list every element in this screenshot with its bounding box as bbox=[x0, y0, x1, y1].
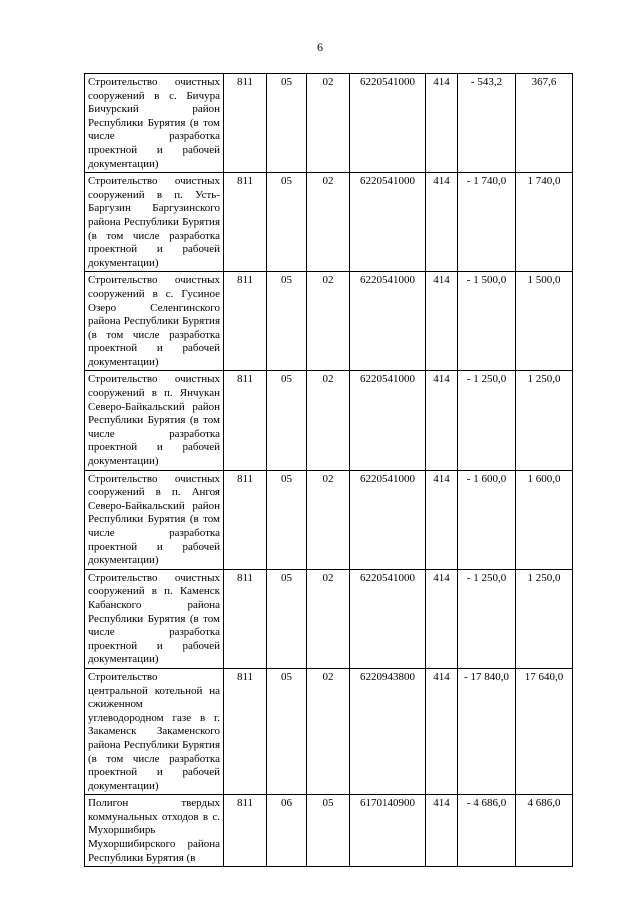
ministry-code-cell: 811 bbox=[224, 668, 267, 794]
section-code-cell: 06 bbox=[267, 795, 307, 867]
ministry-code-cell: 811 bbox=[224, 173, 267, 272]
table-row bbox=[85, 272, 573, 371]
object-name-cell: Строительство очистных сооружений в п. Каменск Кабанского района Республики Бурятия (в том числе разработка проектной и рабочей документации) bbox=[85, 569, 224, 668]
table-row bbox=[85, 74, 573, 173]
subsection-code-cell: 02 bbox=[307, 371, 350, 470]
ministry-code-cell: 811 bbox=[224, 470, 267, 569]
budget-table bbox=[84, 73, 573, 867]
change-amount-cell: - 1 740,0 bbox=[458, 173, 516, 272]
subsection-code-cell: 02 bbox=[307, 668, 350, 794]
table-row bbox=[85, 569, 573, 668]
table-row bbox=[85, 668, 573, 794]
change-amount-cell: - 1 600,0 bbox=[458, 470, 516, 569]
target-article-cell: 6220943800 bbox=[350, 668, 426, 794]
ministry-code-cell: 811 bbox=[224, 795, 267, 867]
target-article-cell: 6220541000 bbox=[350, 569, 426, 668]
target-article-cell: 6220541000 bbox=[350, 173, 426, 272]
expense-type-cell: 414 bbox=[426, 74, 458, 173]
object-name-cell: Строительство очистных сооружений в п. Янчукан Северо-Байкальский район Республики Бурятия (в том числе разработка проектной и рабочей документации) bbox=[85, 371, 224, 470]
target-article-cell: 6220541000 bbox=[350, 371, 426, 470]
section-code-cell: 05 bbox=[267, 173, 307, 272]
change-amount-cell: - 1 250,0 bbox=[458, 371, 516, 470]
object-name-cell: Строительство центральной котельной на сжиженном углеводородном газе в г. Закаменск Закаменского района Республики Бурятия (в том числе разработка проектной и рабочей документации) bbox=[85, 668, 224, 794]
budget-table-body bbox=[85, 74, 573, 867]
ministry-code-cell: 811 bbox=[224, 569, 267, 668]
total-amount-cell: 1 250,0 bbox=[516, 371, 573, 470]
expense-type-cell: 414 bbox=[426, 371, 458, 470]
expense-type-cell: 414 bbox=[426, 272, 458, 371]
total-amount-cell: 1 740,0 bbox=[516, 173, 573, 272]
section-code-cell: 05 bbox=[267, 74, 307, 173]
target-article-cell: 6170140900 bbox=[350, 795, 426, 867]
table-row bbox=[85, 795, 573, 867]
subsection-code-cell: 05 bbox=[307, 795, 350, 867]
section-code-cell: 05 bbox=[267, 371, 307, 470]
section-code-cell: 05 bbox=[267, 470, 307, 569]
subsection-code-cell: 02 bbox=[307, 173, 350, 272]
expense-type-cell: 414 bbox=[426, 795, 458, 867]
expense-type-cell: 414 bbox=[426, 668, 458, 794]
total-amount-cell: 367,6 bbox=[516, 74, 573, 173]
object-name-cell: Полигон твердых коммунальных отходов в с. Мухоршибирь Мухоршибирского района Республики Бурятия (в bbox=[85, 795, 224, 867]
subsection-code-cell: 02 bbox=[307, 74, 350, 173]
section-code-cell: 05 bbox=[267, 272, 307, 371]
ministry-code-cell: 811 bbox=[224, 272, 267, 371]
object-name-cell: Строительство очистных сооружений в п. Ангоя Северо-Байкальский район Республики Бурятия (в том числе разработка проектной и рабочей документации) bbox=[85, 470, 224, 569]
object-name-cell: Строительство очистных сооружений в с. Бичура Бичурский район Республики Бурятия (в том числе разработка проектной и рабочей документации) bbox=[85, 74, 224, 173]
change-amount-cell: - 17 840,0 bbox=[458, 668, 516, 794]
page-number: 6 bbox=[317, 40, 323, 54]
section-code-cell: 05 bbox=[267, 668, 307, 794]
change-amount-cell: - 4 686,0 bbox=[458, 795, 516, 867]
change-amount-cell: - 1 250,0 bbox=[458, 569, 516, 668]
table-row bbox=[85, 470, 573, 569]
total-amount-cell: 4 686,0 bbox=[516, 795, 573, 867]
total-amount-cell: 1 500,0 bbox=[516, 272, 573, 371]
subsection-code-cell: 02 bbox=[307, 569, 350, 668]
expense-type-cell: 414 bbox=[426, 470, 458, 569]
subsection-code-cell: 02 bbox=[307, 272, 350, 371]
table-row bbox=[85, 371, 573, 470]
ministry-code-cell: 811 bbox=[224, 371, 267, 470]
target-article-cell: 6220541000 bbox=[350, 272, 426, 371]
total-amount-cell: 1 250,0 bbox=[516, 569, 573, 668]
ministry-code-cell: 811 bbox=[224, 74, 267, 173]
total-amount-cell: 1 600,0 bbox=[516, 470, 573, 569]
section-code-cell: 05 bbox=[267, 569, 307, 668]
target-article-cell: 6220541000 bbox=[350, 74, 426, 173]
total-amount-cell: 17 640,0 bbox=[516, 668, 573, 794]
table-row bbox=[85, 173, 573, 272]
object-name-cell: Строительство очистных сооружений в п. Усть-Баргузин Баргузинского района Республики Бурятия (в том числе разработка проектной и рабочей документации) bbox=[85, 173, 224, 272]
object-name-cell: Строительство очистных сооружений в с. Гусиное Озеро Селенгинского района Республики Бурятия (в том числе разработка проектной и рабочей документации) bbox=[85, 272, 224, 371]
target-article-cell: 6220541000 bbox=[350, 470, 426, 569]
change-amount-cell: - 543,2 bbox=[458, 74, 516, 173]
change-amount-cell: - 1 500,0 bbox=[458, 272, 516, 371]
expense-type-cell: 414 bbox=[426, 569, 458, 668]
subsection-code-cell: 02 bbox=[307, 470, 350, 569]
expense-type-cell: 414 bbox=[426, 173, 458, 272]
